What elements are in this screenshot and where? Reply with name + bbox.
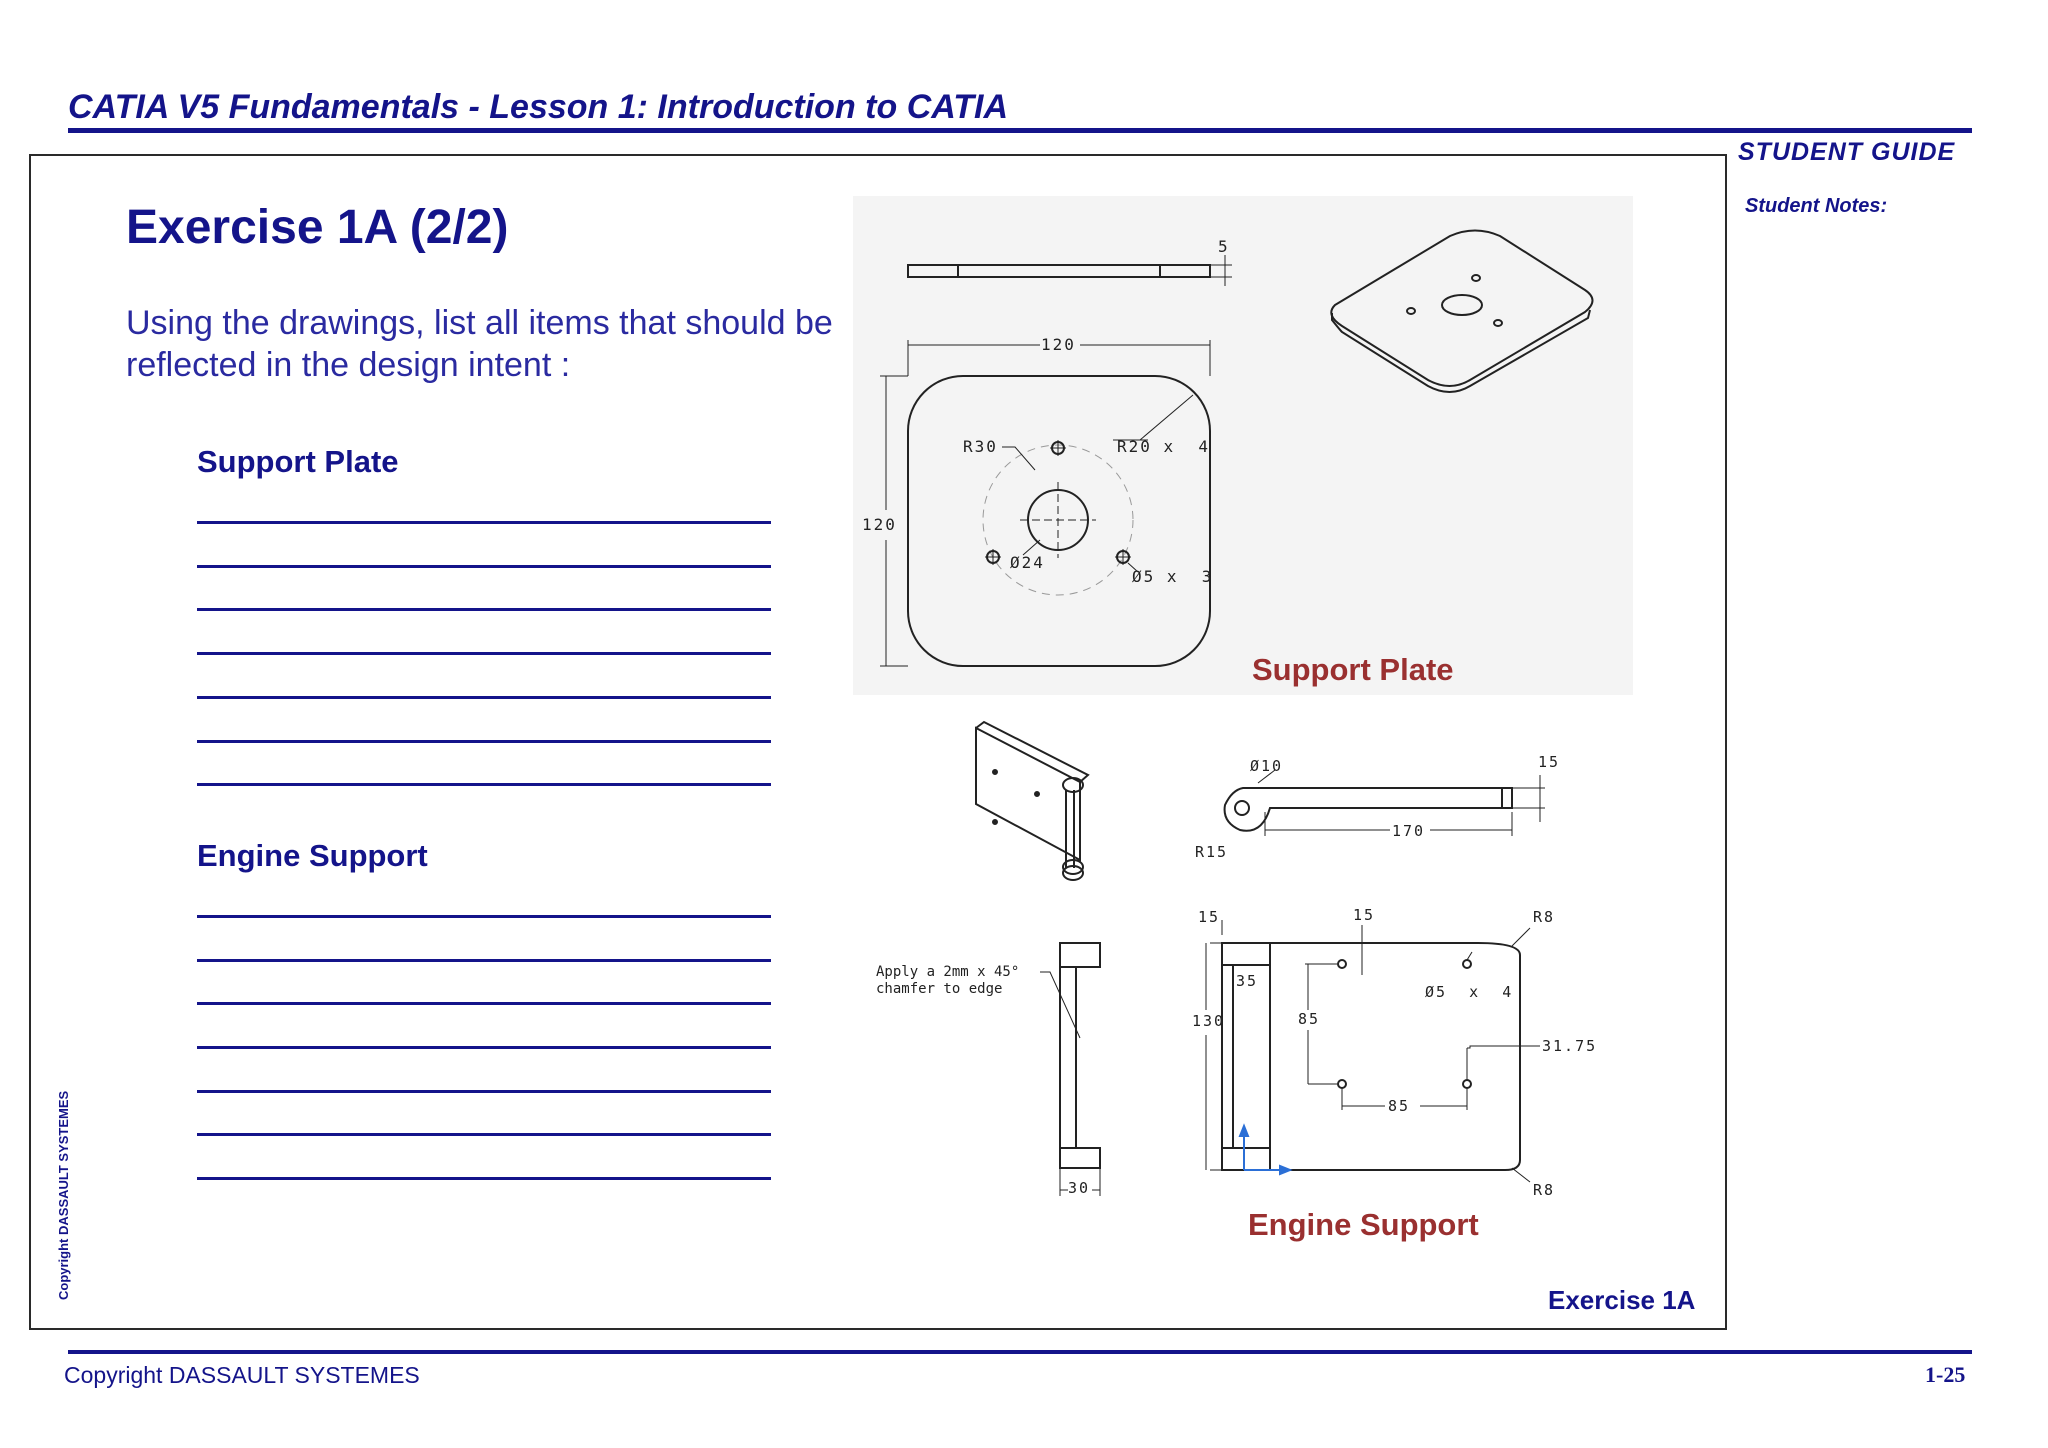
dim-pin-hole: Ø10: [1250, 757, 1284, 775]
dim-plate-width: 120: [1041, 335, 1076, 354]
engine-support-side-view: [1225, 788, 1512, 831]
dim-height: 130: [1192, 1012, 1226, 1030]
plate-isometric: [1331, 231, 1592, 387]
dim-left-flange: 15: [1198, 908, 1221, 926]
dim-hole-horizontal: 85: [1388, 1097, 1411, 1115]
page-number: 1-25: [1925, 1362, 1966, 1387]
student-notes-label: Student Notes:: [1745, 195, 1888, 217]
dim-top-offset: 15: [1353, 906, 1376, 924]
dim-corner-radius-bottom: R8: [1533, 1181, 1556, 1199]
vertical-copyright: Copyright DASSAULT SYSTEMES: [56, 1090, 71, 1300]
dim-pattern-radius: R30: [963, 437, 998, 456]
engine-support-caption: Engine Support: [1248, 1207, 1479, 1242]
dim-plate-height: 120: [862, 515, 897, 534]
exercise-instructions: Using the drawings, list all items that should be reflected in the design intent :: [126, 304, 833, 384]
chamfer-note-line2: chamfer to edge: [876, 981, 1003, 997]
exercise-title: Exercise 1A (2/2): [126, 201, 509, 254]
dim-corner-radius-top: R8: [1533, 908, 1556, 926]
footer-divider: [68, 1350, 1972, 1354]
dim-length: 170: [1392, 822, 1426, 840]
dim-inner-width: 35: [1236, 972, 1259, 990]
footer-copyright: Copyright DASSAULT SYSTEMES: [64, 1362, 420, 1388]
engine-support-isometric: [976, 728, 1080, 860]
course-title: CATIA V5 Fundamentals - Lesson 1: Introduction to CATIA: [68, 88, 1009, 126]
dim-holes: Ø5 x 4: [1425, 983, 1514, 1001]
dim-corner-radius: R20 x 4: [1117, 437, 1211, 456]
chamfer-note-line1: Apply a 2mm x 45°: [876, 964, 1020, 980]
dim-base-width: 30: [1068, 1179, 1091, 1197]
dim-side-offset: 31.75: [1542, 1037, 1598, 1055]
dim-small-holes: Ø5 x 3: [1132, 567, 1214, 586]
exercise-label: Exercise 1A: [1548, 1285, 1696, 1315]
plate-side-view: [908, 265, 1210, 277]
dim-thickness: 5: [1218, 237, 1228, 256]
support-plate-heading: Support Plate: [197, 444, 399, 479]
dim-flange: 15: [1538, 753, 1561, 771]
engine-support-front-top: [1060, 943, 1100, 967]
support-plate-caption: Support Plate: [1252, 652, 1454, 687]
dim-end-radius: R15: [1195, 843, 1229, 861]
dim-hole-vertical: 85: [1298, 1010, 1321, 1028]
engine-support-heading: Engine Support: [197, 838, 428, 873]
student-guide-label: STUDENT GUIDE: [1738, 138, 1956, 166]
dim-center-hole: Ø24: [1010, 553, 1045, 572]
